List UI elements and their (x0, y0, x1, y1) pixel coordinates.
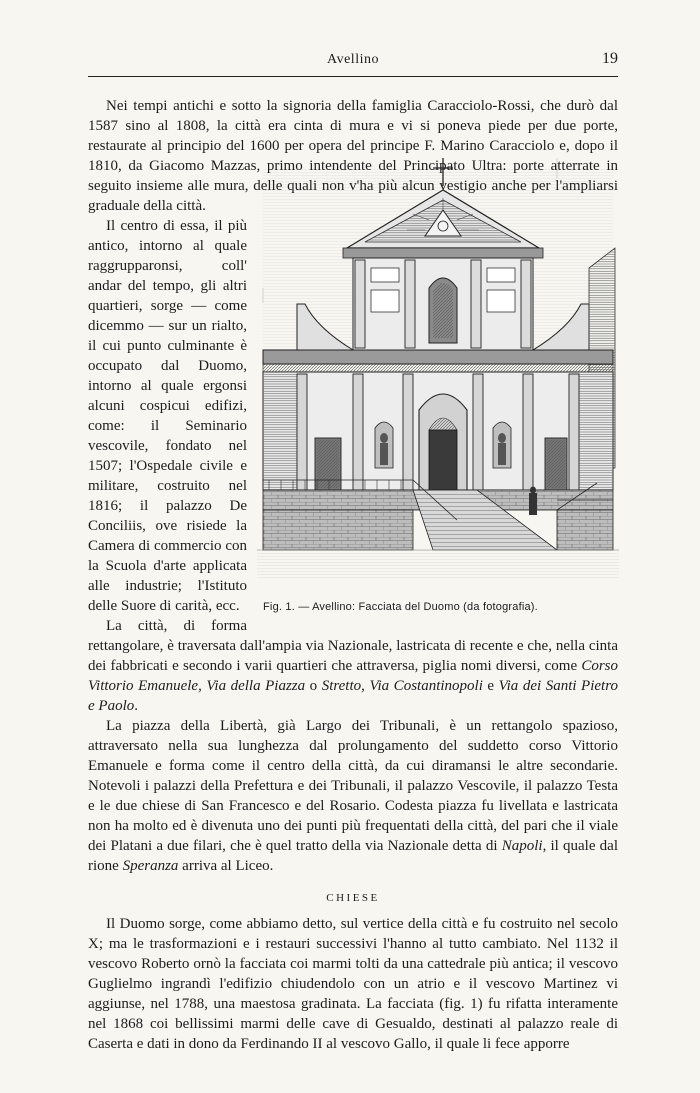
text-run: . (134, 698, 138, 714)
street-name: Via della Piazza (206, 678, 306, 694)
text-run: , il quale dal rione (88, 838, 618, 874)
paragraph-walls: Nei tempi antichi e sotto la signoria della famiglia Caracciolo-Rossi, che durò dal 1587 sino al 1808, la città era cinta di mura e vi si poneva piede per due porte, restaurate al principio del 1600 per opera del principe F. Marino Caracciolo e, dopo il 1810, da Giacomo Mazzas, primo intendente del Principato Ultra: porte atterrate in seguito insieme alle mura, delle quali non v'ha più alcun vestigio anche per l'ampliarsi graduale della città. (88, 98, 618, 214)
text-run: , (198, 678, 207, 694)
street-name: Napoli (501, 838, 543, 854)
street-name: Via Costantinopoli (369, 678, 483, 694)
text-run: o (305, 678, 322, 694)
body-text (88, 96, 618, 1054)
header-rule (88, 76, 618, 77)
text-run: arriva al Liceo. (178, 858, 274, 874)
street-name: Stretto (321, 678, 362, 694)
paragraph-centre-text: Il centro di essa, il più antico, intorno al quale raggrupparonsi, coll' andar del tempo, gli altri quartieri, sorge — come dicemmo — sur un rialto, il cui punto culminante è occupato dal Duomo, intorno al quale ergonsi alcuni cospicui edifizi, come: il Seminario vescovile, fondato nel 1507; l'Ospedale civile e militare, costruito nel 1816; il palazzo De Conciliis, ove risiede la Camera di commercio con la Scuola d'arte applicata alle industrie; l'Istituto delle Suore di carità, ecc. (88, 218, 247, 614)
text-run: e (482, 678, 499, 694)
figure-duomo (257, 138, 619, 614)
paragraph-layout (88, 616, 618, 716)
text-run: La piazza della Libertà, già Largo dei Tribunali, è un rettangolo spazioso, attraversato nella sua lunghezza dal prolungamento del suddetto corso Vittorio Emanuele e forma come il centro della città, da cui diramansi le altre secondarie. Notevoli i palazzi della Prefettura e dei Tribunali, il palazzo Vescovile, il palazzo Testa e le due chiese di San Francesco e del Rosario. Codesta piazza fu livellata e lastricata non ha molto ed è divenuta uno dei punti più frequentati della città, del pari che il viale dei Platani a due filari, che è quel tratto della via Nazionale detta di (88, 718, 618, 854)
text-run: La città, di forma rettangolare, è traversata dall'ampia via Nazionale, lastricata di recente e che, nella cinta dei fabbricati e secondo i varii quartieri che attraversa, piglia nomi diversi, come (88, 618, 618, 674)
text-run: , (361, 678, 370, 694)
street-name: Via dei Santi Pietro e Paolo (88, 678, 618, 714)
section-heading: CHIESE (326, 892, 380, 904)
running-title: Avellino (327, 52, 379, 67)
paragraph-piazza (88, 716, 618, 876)
page-number: 19 (602, 50, 618, 67)
district-name: Speranza (122, 858, 179, 874)
street-name: Corso Vittorio Emanuele (88, 658, 618, 694)
cathedral-facade-engraving (257, 138, 619, 594)
figure-caption: Fig. 1. — Avellino: Facciata del Duomo (da fotografia). (263, 601, 538, 613)
page-header (88, 50, 618, 74)
paragraph-duomo: Il Duomo sorge, come abbiamo detto, sul vertice della città e fu costruito nel secolo X; ma le trasformazioni e i restauri successivi l'hanno al tutto cambiato. Nel 1132 il vescovo Roberto ornò la facciata coi marmi tolti da una cattedrale più antica; il vescovo Guglielmo ingrandì l'edifizio chiudendolo con un atrio e il vescovo Martinez vi aggiunse, nel 1788, una maestosa gradinata. La facciata (fig. 1) fu rifatta interamente nel 1868 coi bellissimi marmi delle cave di Gesualdo, destinati al palazzo reale di Caserta e dati in dono da Ferdinando II al vescovo Gallo, il quale li fece apporre (88, 916, 618, 1052)
